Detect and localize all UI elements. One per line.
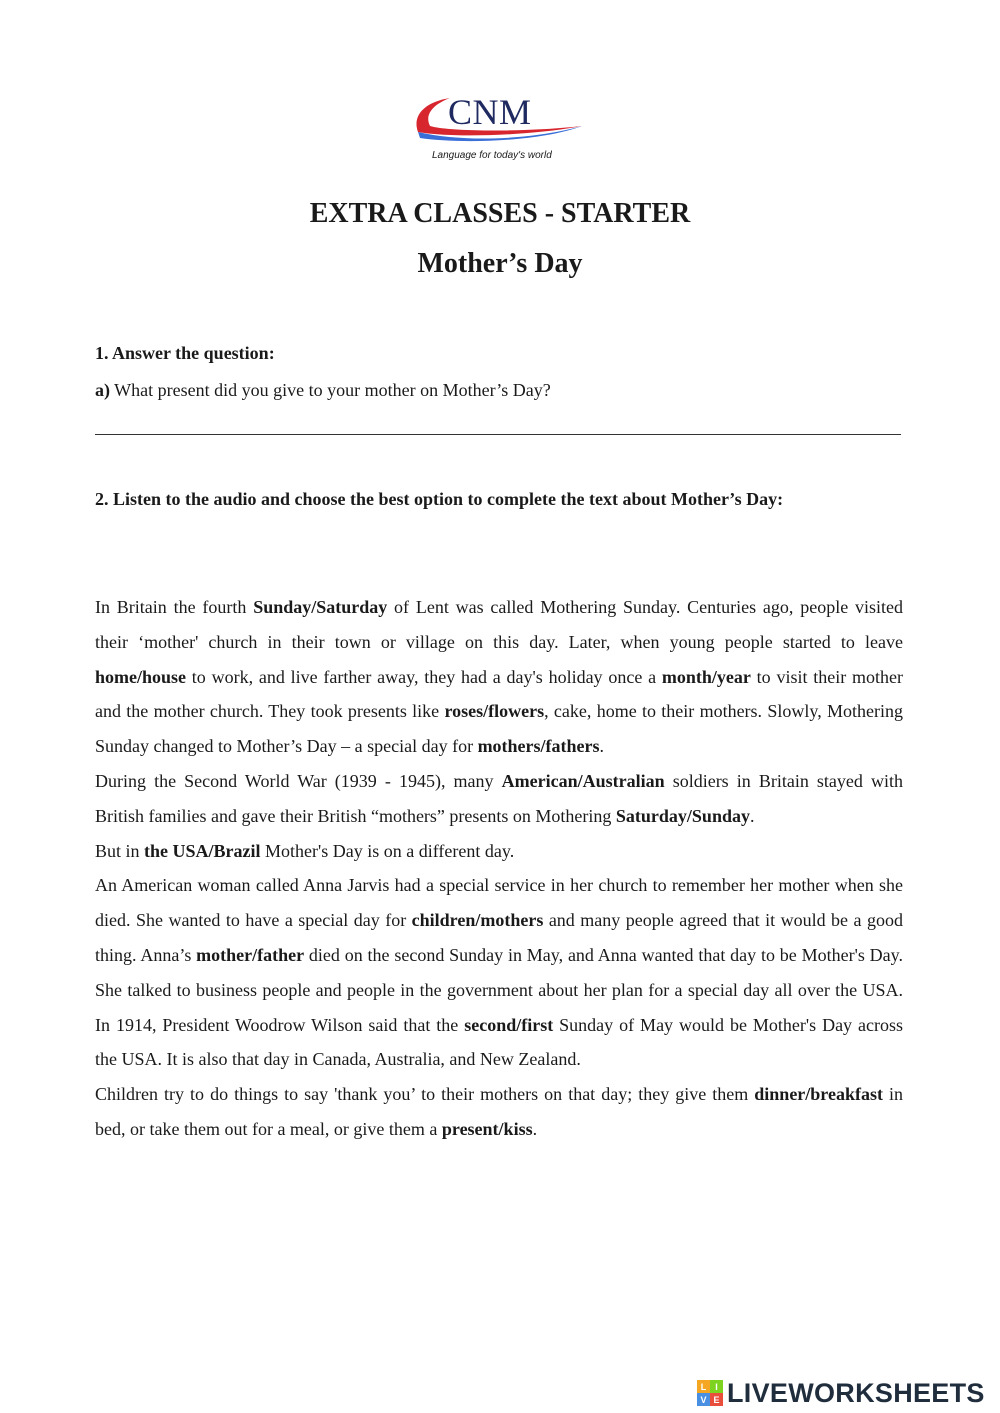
passage-text: . [749, 805, 755, 826]
option-second-first[interactable]: second/first [464, 1014, 554, 1035]
option-dinner-breakfast[interactable]: dinner/breakfast [754, 1084, 883, 1105]
liveworksheets-brand [697, 1378, 985, 1408]
passage-text: of Lent was called Mothering Sunday. Centuries ago, people visited their ‘mother' church in their town or village on this day. Later, when young people started to leave [95, 597, 904, 652]
passage-text: . [599, 736, 605, 757]
answer-line [95, 434, 901, 435]
option-month-year[interactable]: month/year [661, 666, 751, 687]
section2-heading: 2. Listen to the audio and choose the best option to complete the text about Mother’s Day: [95, 489, 784, 509]
question-text: What present did you give to your mother on Mother’s Day? [110, 380, 551, 400]
passage-text: Children try to do things to say 'thank you’ to their mothers on that day; they give them [95, 1084, 755, 1105]
option-roses-flowers[interactable]: roses/flowers [444, 701, 545, 722]
passage-text: in bed, or take them out for a meal, or give them a [95, 1084, 903, 1139]
passage-paragraph-2 [95, 764, 903, 834]
option-sunday-saturday[interactable]: Sunday/Saturday [253, 597, 388, 617]
passage-text: soldiers in Britain stayed with British families and gave their British “mothers” presents on Mothering [95, 770, 903, 826]
page-subtitle: Mother’s Day [417, 248, 583, 279]
passage-text: to visit their mother and the mother church. They took presents like [95, 666, 903, 722]
logo-letter: V [697, 1393, 710, 1406]
passage-text: to work, and live farther away, they had a day's holiday once a [186, 666, 662, 687]
passage-paragraph-5 [95, 1077, 903, 1147]
passage-text: , cake, home to their mothers. Slowly, Mothering Sunday changed to Mother’s Day – a special day for [95, 701, 903, 757]
logo-letter: L [697, 1380, 710, 1393]
option-present-kiss[interactable]: present/kiss [441, 1118, 533, 1139]
passage-text: In Britain the fourth [95, 597, 254, 617]
passage-paragraph-1 [95, 590, 903, 764]
option-mother-father[interactable]: mother/father [196, 944, 305, 965]
passage-text: died on the second Sunday in May, and Anna wanted that day to be Mother's Day. She talked to business people and people in the government about her plan for a special day all over the USA. In 1914, President Woodrow Wilson said that the [95, 944, 903, 1035]
liveworksheets-wordmark: LIVEWORKSHEETS [727, 1377, 985, 1408]
passage-paragraph-4 [95, 868, 903, 1077]
logo-tagline: Language for today's world [432, 150, 552, 161]
option-mothers-fathers[interactable]: mothers/fathers [477, 736, 600, 757]
passage-text: But in [95, 840, 145, 861]
logo-brand-text: CNM [448, 92, 532, 132]
liveworksheets-logo-icon [697, 1380, 723, 1406]
question-label: a) [95, 380, 110, 400]
passage-text: Mother's Day is on a different day. [260, 840, 515, 861]
option-american-australian[interactable]: American/Australian [501, 770, 665, 791]
section1-question [95, 380, 903, 401]
passage-text: . [532, 1118, 538, 1139]
logo-letter: I [710, 1380, 723, 1393]
cnm-logo [410, 92, 590, 164]
option-usa-brazil[interactable]: the USA/Brazil [144, 840, 261, 861]
passage-paragraph-3 [95, 834, 903, 869]
page-title: EXTRA CLASSES - STARTER [309, 198, 691, 229]
passage-text: An American woman called Anna Jarvis had a special service in her church to remember her mother when she died. She wanted to have a special day for [95, 875, 903, 931]
passage-text: During the Second World War (1939 - 1945), many [95, 770, 502, 791]
logo-letter: E [710, 1393, 723, 1406]
passage [95, 590, 903, 1147]
passage-text: and many people agreed that it would be a good thing. Anna’s [95, 910, 903, 965]
passage-text: Sunday of May would be Mother's Day across the USA. It is also that day in Canada, Australia, and New Zealand. [95, 1014, 903, 1070]
option-home-house[interactable]: home/house [95, 666, 187, 687]
section1-heading: 1. Answer the question: [95, 343, 275, 363]
option-children-mothers[interactable]: children/mothers [411, 910, 544, 931]
option-saturday-sunday[interactable]: Saturday/Sunday [615, 805, 750, 826]
